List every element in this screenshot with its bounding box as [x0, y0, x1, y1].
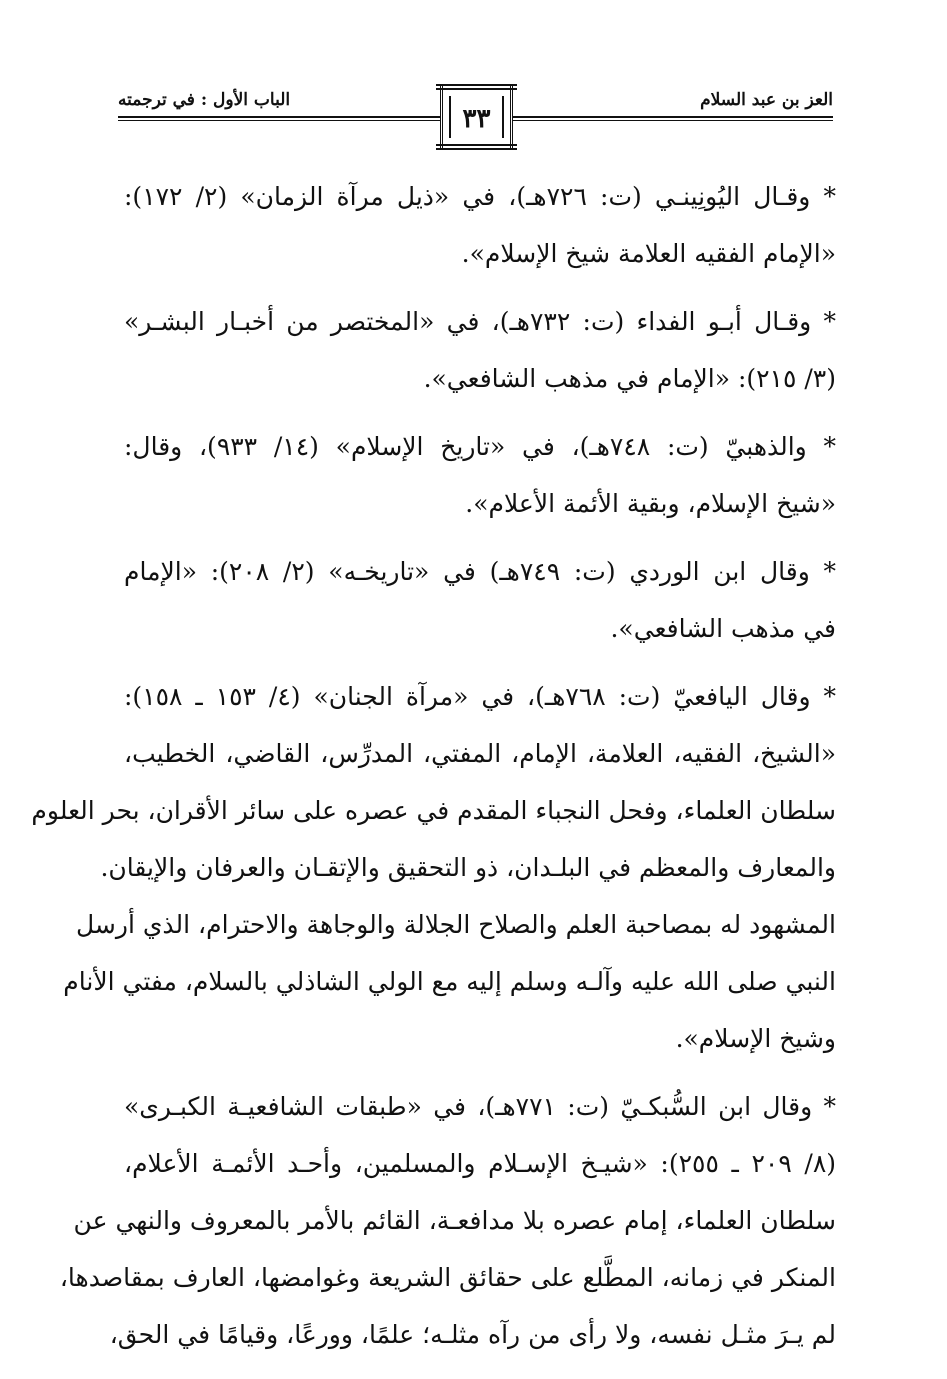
text-line: لم يـرَ مثـل نفسه، ولا رأى من رآه مثلـه؛ علمًا، وورعًا، وقيامًا في الحق، — [109, 1320, 836, 1349]
text-line: «شيخ الإسلام، وبقية الأئمة الأعلام». — [465, 489, 836, 518]
page-number-frame — [440, 84, 513, 150]
text-line: وشيخ الإسلام». — [675, 1024, 836, 1053]
paragraph-ibn-al-wardi — [124, 543, 836, 657]
text-line: المنكر في زمانه، المطَّلع على حقائق الشريعة وغوامضها، العارف بمقاصدها، — [59, 1263, 836, 1292]
paragraph-subki — [59, 1078, 837, 1363]
header-rule-right — [513, 116, 833, 121]
page-number: ٣٣ — [462, 104, 491, 134]
body-text — [31, 168, 837, 1374]
text-line: والمعارف والمعظم في البلـدان، ذو التحقيق والإتقـان والعرفان والإيقان. — [100, 853, 836, 882]
text-line: النبي صلى الله عليه وآلـه وسلم إليه مع الولي الشاذلي بالسلام، مفتي الأنام — [63, 967, 836, 996]
paragraph-abu-al-fida — [124, 293, 836, 407]
text-line: * وقال ابن الوردي (ت: ٧٤٩هـ) في «تاريخـه» (٢/ ٢٠٨): «الإمام — [124, 557, 837, 586]
text-line: (٨/ ٢٠٩ ـ ٢٥٥): «شيـخ الإسـلام والمسلمين، وأحـد الأئمـة الأعلام، — [124, 1149, 837, 1178]
text-line: * وقال اليافعيّ (ت: ٧٦٨هـ)، في «مرآة الجنان» (٤/ ١٥٣ ـ ١٥٨): — [124, 682, 837, 711]
paragraph-yunini — [124, 168, 836, 282]
book-title-header: العز بن عبد السلام — [700, 90, 833, 110]
text-line: «الإمام الفقيه العلامة شيخ الإسلام». — [461, 239, 836, 268]
chapter-title-header: الباب الأول : في ترجمته — [118, 90, 291, 110]
text-line: (٣/ ٢١٥): «الإمام في مذهب الشافعي». — [423, 364, 836, 393]
text-line: «الشيخ، الفقيه، العلامة، الإمام، المفتي، المدرِّس، القاضي، الخطيب، — [124, 739, 836, 768]
text-line: * وقـال أبـو الفداء (ت: ٧٣٢هـ)، في «المختصر من أخبـار البشـر» — [124, 307, 836, 336]
text-line: سلطان العلماء، إمام عصره بلا مدافعـة، القائم بالأمر بالمعروف والنهي عن — [73, 1206, 836, 1235]
text-line: المشهود له بمصاحبة العلم والصلاح الجلالة والوجاهة والاحترام، الذي أرسل — [75, 910, 836, 939]
running-header — [118, 84, 833, 164]
text-line: * وقـال اليُونِينـي (ت: ٧٢٦هـ)، في «ذيل مرآة الزمان» (٢/ ١٧٢): — [124, 182, 836, 211]
paragraph-yafii — [31, 668, 837, 1067]
text-line: * وقال ابن السُّبكـيّ (ت: ٧٧١هـ)، في «طبقات الشافعيـة الكبـرى» — [124, 1092, 836, 1121]
text-line: * والذهبيّ (ت: ٧٤٨هـ)، في «تاريخ الإسلام» (١٤/ ٩٣٣)، وقال: — [124, 432, 837, 461]
header-rule-left — [118, 116, 440, 121]
text-line: في مذهب الشافعي». — [610, 614, 836, 643]
text-line: سلطان العلماء، وفحل النجباء المقدم في عصره على سائر الأقران، بحر العلوم — [31, 796, 836, 825]
paragraph-dhahabi — [124, 418, 836, 532]
